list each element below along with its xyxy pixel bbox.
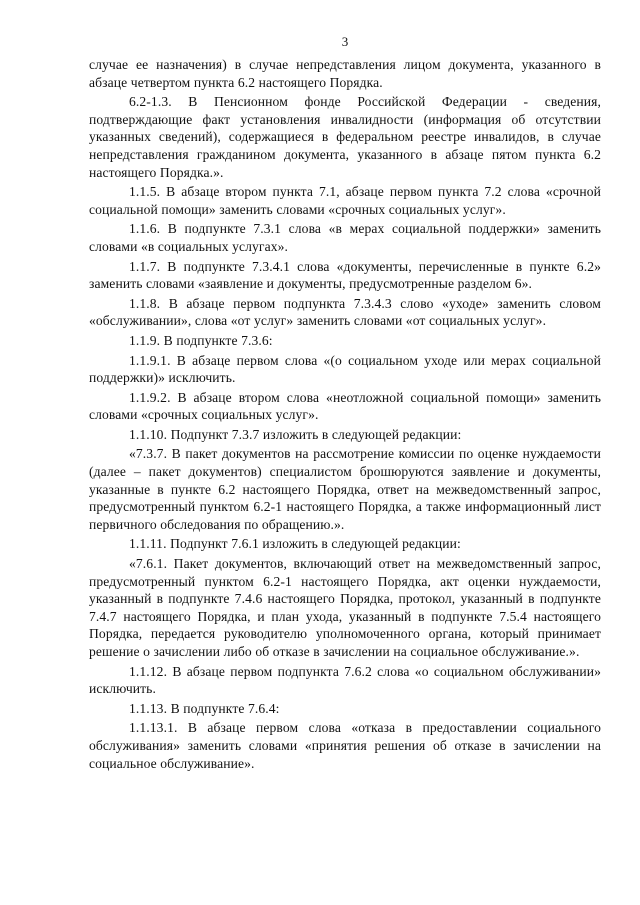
paragraph-1-1-6: 1.1.6. В подпункте 7.3.1 слова «в мерах социальной поддержки» заменить словами «в социальных услугах». <box>89 221 601 254</box>
paragraph-1-1-9-2: 1.1.9.2. В абзаце втором слова «неотложной социальной помощи» заменить словами «срочных социальных услуг». <box>89 389 601 423</box>
paragraph-1-1-5: 1.1.5. В абзаце втором пункта 7.1, абзаце первом пункта 7.2 слова «срочной социальной помощи» заменить словами «срочных социальных услуг». <box>89 184 601 217</box>
paragraph-7-3-7-quote: «7.3.7. В пакет документов на рассмотрение комиссии по оценке нуждаемости (далее – пакет документов) специалистом брошюруются заявление и документы, указанные в пункте 6.2 настоящего Порядка, ответ на межведомственный запрос, предусмотренный пунктом 6.2-1 настоящего Порядка, а также информационный лист первичного обследования по обращению.». <box>89 446 601 532</box>
paragraph-1-1-8: 1.1.8. В абзаце первом подпункта 7.3.4.3 слово «уходе» заменить словом «обслуживании», слова «от услуг» заменить словами «от социальных услуг». <box>89 295 601 329</box>
document-page <box>89 34 601 772</box>
paragraph-1-1-13: 1.1.13. В подпункте 7.6.4: <box>129 700 280 716</box>
paragraph-1-1-12: 1.1.12. В абзаце первом подпункта 7.6.2 слова «о социальном обслуживании» исключить. <box>89 663 601 697</box>
paragraph-continuation: случае ее назначения) в случае непредставления лицом документа, указанного в абзаце четвертом пункта 6.2 настоящего Порядка. <box>89 57 601 90</box>
paragraph-1-1-9: 1.1.9. В подпункте 7.3.6: <box>129 332 273 348</box>
paragraph-1-1-10: 1.1.10. Подпункт 7.3.7 изложить в следующей редакции: <box>129 426 462 442</box>
paragraph-1-1-7: 1.1.7. В подпункте 7.3.4.1 слова «документы, перечисленные в пункте 6.2» заменить словами «заявление и документы, предусмотренные разделом 6». <box>89 258 601 292</box>
paragraph-7-6-1-quote: «7.6.1. Пакет документов, включающий ответ на межведомственный запрос, предусмотренный пунктом 6.2-1 настоящего Порядка, акт оценки нуждаемости, указанный в подпункте 7.4.6 настоящего Порядка, протокол, указанный в подпункте 7.4.7 настоящего Порядка, и план ухода, указанный в подпункте 7.5.4 настоящего Порядка, передается руководителю уполномоченного органа, который принимает решение о зачислении либо об отказе в зачислении на социальное обслуживание.». <box>89 556 601 659</box>
paragraph-1-1-11: 1.1.11. Подпункт 7.6.1 изложить в следующей редакции: <box>129 536 461 552</box>
page-number: 3 <box>341 34 349 49</box>
paragraph-1-1-9-1: 1.1.9.1. В абзаце первом слова «(о социальном уходе или мерах социальной поддержки)» исключить. <box>89 352 601 386</box>
paragraph-6-2-1-3: 6.2-1.3. В Пенсионном фонде Российской Федерации - сведения, подтверждающие факт установления инвалидности (информация об отсутствии указанных сведений), содержащиеся в федеральном реестре инвалидов, в случае непредставления гражданином документа, указанного в абзаце пятом пункта 6.2 настоящего Порядка.». <box>89 94 601 180</box>
paragraph-1-1-13-1: 1.1.13.1. В абзаце первом слова «отказа в предоставлении социального обслуживания» заменить словами «принятия решения об отказе в зачислении на социальное обслуживание». <box>89 720 601 771</box>
